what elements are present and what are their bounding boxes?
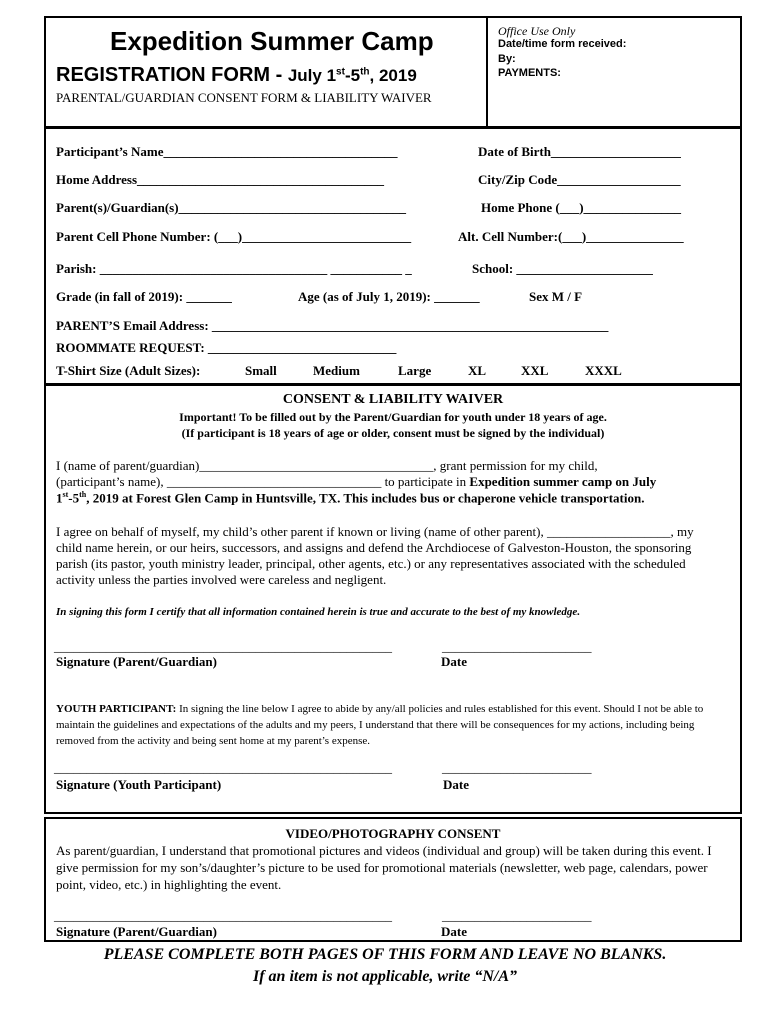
- office-use-label: Office Use Only: [498, 24, 576, 38]
- form-title: [56, 64, 417, 87]
- size-option-medium[interactable]: Medium: [313, 363, 360, 378]
- school-field[interactable]: School: _____________________: [472, 261, 653, 276]
- consent-important-2: (If participant is 18 years of age or older, consent must be signed by the individual): [181, 426, 605, 440]
- parent-signature-line[interactable]: ____________________________________________________: [54, 639, 392, 654]
- video-date-line[interactable]: _______________________: [442, 908, 592, 923]
- size-option-xl[interactable]: XL: [468, 363, 487, 378]
- size-option-large[interactable]: Large: [398, 363, 432, 378]
- consent-box: [44, 384, 742, 814]
- form-title-date: July 1st-5th, 2019: [287, 66, 417, 85]
- youth-date-label: Date: [443, 777, 469, 792]
- footer-line-1: PLEASE COMPLETE BOTH PAGES OF THIS FORM AND LEAVE NO BLANKS.: [103, 946, 667, 963]
- consent-important-1: Important! To be filled out by the Parent/Guardian for youth under 18 years of age.: [179, 410, 607, 424]
- office-divider: [486, 17, 488, 127]
- roommate-field[interactable]: ROOMMATE REQUEST: _____________________________: [56, 340, 397, 355]
- guardians-field[interactable]: Parent(s)/Guardian(s)___________________________________: [56, 200, 407, 215]
- parent-cell-field[interactable]: Parent Cell Phone Number: (___)__________________________: [56, 229, 412, 244]
- home-address-field[interactable]: Home Address______________________________________: [56, 172, 385, 187]
- youth-signature-label: Signature (Youth Participant): [56, 777, 222, 792]
- youth-label: YOUTH PARTICIPANT:: [56, 703, 177, 715]
- parent-date-line[interactable]: _______________________: [442, 639, 592, 654]
- youth-text: In signing the line below I agree to abide by any/all policies and rules established for this event. Should I not be able to maintain the guidelines and expectations of the adults and my peers, I understand that there will be consequences for my actions, including being removed from the activity and being sent home at my parent’s expense.: [56, 703, 704, 747]
- form-subtitle: PARENTAL/GUARDIAN CONSENT FORM & LIABILITY WAIVER: [56, 90, 432, 105]
- office-by: By:: [498, 53, 516, 65]
- home-phone-field[interactable]: Home Phone (___)_______________: [481, 200, 682, 215]
- office-payments: PAYMENTS:: [498, 67, 561, 79]
- email-field[interactable]: PARENT’S Email Address: _____________________________________________________________: [56, 318, 609, 333]
- consent-paragraph-2: I agree on behalf of myself, my child’s other parent if known or living (name of other parent), ___________________, my child name herein, or our heirs, successors, and assigns and defend the Archdiocese of Galveston-Houston, the sponsoring parish (its pastor, youth ministry leader, principal, other agents, etc.) or any representatives associated with the scheduled activity unless the parties involved were careless and negligent.: [56, 524, 694, 587]
- dob-field[interactable]: Date of Birth____________________: [478, 144, 681, 159]
- youth-date-line[interactable]: _______________________: [442, 760, 592, 775]
- parent-date-label: Date: [441, 654, 467, 669]
- size-option-xxxl[interactable]: XXXL: [585, 363, 622, 378]
- city-zip-field[interactable]: City/Zip Code___________________: [478, 172, 681, 187]
- alt-cell-field[interactable]: Alt. Cell Number:(___)_______________: [458, 229, 684, 244]
- grade-field[interactable]: Grade (in fall of 2019): _______: [56, 289, 232, 304]
- age-field[interactable]: Age (as of July 1, 2019): _______: [298, 289, 480, 304]
- consent-line-2: (participant’s name), _________________________________ to participate in Expedition summer camp on July: [56, 474, 657, 489]
- tshirt-label: T-Shirt Size (Adult Sizes):: [56, 363, 201, 378]
- certify-statement: In signing this form I certify that all information contained herein is true and accurate to the best of my knowledge.: [56, 606, 581, 618]
- video-text: As parent/guardian, I understand that promotional pictures and videos (individual and group) will be taken during this event. I give permission for my son’s/daughter’s picture to be used for promotional materials (newsletter, web page, calendars, power point, video, etc.) in highlighting the event.: [56, 843, 712, 892]
- parent-signature-label: Signature (Parent/Guardian): [56, 654, 217, 669]
- camp-title: Expedition Summer Camp: [110, 26, 434, 56]
- parish-field[interactable]: Parish: ___________________________________ ___________ _: [56, 261, 412, 276]
- video-signature-line[interactable]: ____________________________________________________: [54, 908, 392, 923]
- youth-statement: [56, 701, 728, 749]
- youth-signature-line[interactable]: ____________________________________________________: [54, 760, 392, 775]
- footer-line-2: If an item is not applicable, write “N/A”: [252, 968, 517, 985]
- consent-line-3: 1st-5th, 2019 at Forest Glen Camp in Huntsville, TX. This includes bus or chaperone vehicle transportation.: [56, 490, 645, 506]
- sex-field[interactable]: Sex M / F: [529, 289, 583, 304]
- size-option-small[interactable]: Small: [245, 363, 277, 378]
- video-date-label: Date: [441, 924, 467, 939]
- form-title-main: REGISTRATION FORM -: [56, 64, 288, 86]
- consent-line-1: I (name of parent/guardian)____________________________________, grant permission for my child,: [56, 458, 598, 473]
- video-signature-label: Signature (Parent/Guardian): [56, 924, 217, 939]
- office-received: Date/time form received:: [498, 38, 627, 50]
- video-title: VIDEO/PHOTOGRAPHY CONSENT: [285, 826, 501, 841]
- participant-name-field[interactable]: Participant’s Name____________________________________: [56, 144, 398, 159]
- consent-title: CONSENT & LIABILITY WAIVER: [282, 392, 504, 407]
- size-option-xxl[interactable]: XXL: [521, 363, 549, 378]
